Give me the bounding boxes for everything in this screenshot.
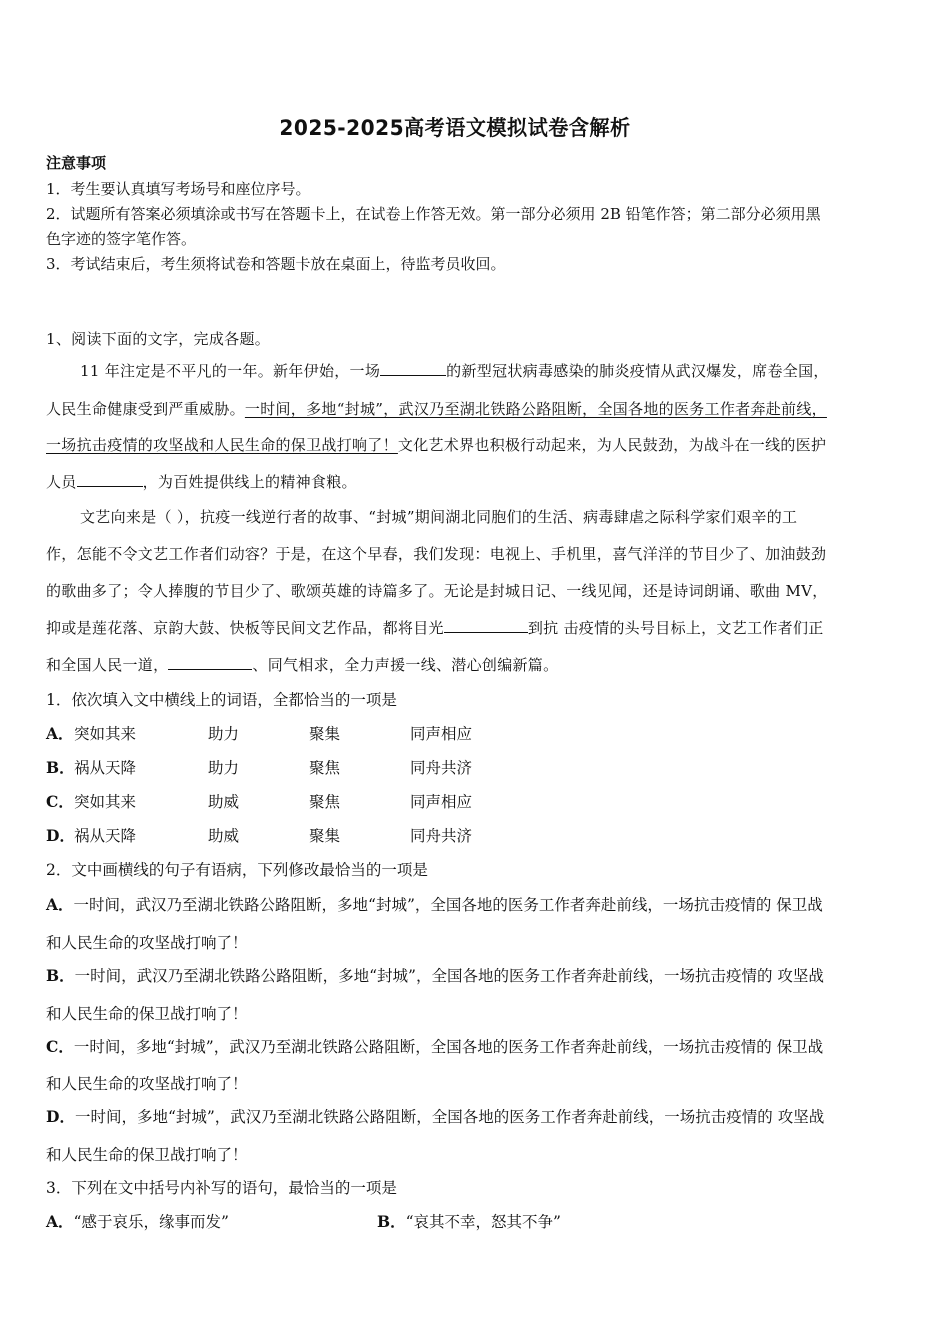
fill-blank[interactable]	[77, 472, 143, 487]
option-word: 突如其来	[74, 725, 137, 743]
option-label: D．	[46, 826, 75, 845]
option-line[interactable]	[46, 893, 823, 915]
option-label: C．	[46, 1037, 74, 1056]
option-word: 同舟共济	[410, 759, 473, 777]
option-label: D．	[46, 1107, 75, 1126]
question-stem: 2．文中画横线的句子有语病，下列修改最恰当的一项是	[46, 861, 428, 879]
underlined-sentence: 一时间，多地“封城”，武汉乃至湖北铁路公路阻断，全国各地的医务工作者奔赴前线，	[244, 400, 827, 418]
option-label: B．	[46, 758, 75, 777]
passage-line	[46, 471, 357, 492]
page-title: 2025-2025高考语文模拟试卷含解析	[279, 116, 631, 140]
option-line[interactable]	[377, 1210, 561, 1232]
passage-line	[46, 617, 824, 638]
fill-blank[interactable]	[168, 655, 252, 670]
question-stem: 3．下列在文中括号内补写的语句，最恰当的一项是	[46, 1179, 397, 1197]
passage-text: 11 年注定是不平凡的一年。新年伊始，一场	[80, 362, 381, 380]
option-row[interactable]	[46, 824, 646, 846]
option-line-cont: 和人民生命的保卫战打响了！	[46, 1146, 248, 1164]
option-label: B．	[46, 966, 75, 985]
option-word: 助力	[208, 725, 240, 743]
option-line[interactable]	[46, 1105, 824, 1127]
option-word: 同舟共济	[410, 827, 473, 845]
notice-item: 3．考试结束后，考生须将试卷和答题卡放在桌面上，待监考员收回。	[46, 255, 506, 273]
fill-blank[interactable]	[444, 618, 528, 633]
option-word: 同声相应	[410, 793, 473, 811]
fill-blank[interactable]	[380, 361, 446, 376]
option-row[interactable]	[46, 790, 646, 812]
option-row[interactable]	[46, 722, 646, 744]
option-word: 聚焦	[309, 759, 341, 777]
option-line-cont: 和人民生命的保卫战打响了！	[46, 1005, 248, 1023]
notice-item: 色字迹的签字笔作答。	[46, 230, 197, 248]
option-word: 助威	[208, 827, 240, 845]
option-label: A．	[46, 1212, 74, 1231]
option-text: 一时间，多地“封城”，武汉乃至湖北铁路公路阻断，全国各地的医务工作者奔赴前线，一场抗击疫情的 攻坚战	[74, 1108, 825, 1126]
passage-text: 抑或是莲花落、京韵大鼓、快板等民间文艺作品，都将目光	[46, 619, 444, 637]
underlined-sentence: 一场抗击疫情的攻坚战和人民生命的保卫战打响了！	[46, 436, 398, 454]
option-text: “哀其不幸，怒其不争”	[405, 1213, 561, 1231]
option-word: 突如其来	[74, 793, 137, 811]
option-line[interactable]	[46, 1035, 823, 1057]
passage-line	[46, 434, 826, 455]
option-word: 助威	[208, 793, 240, 811]
notice-item: 1．考生要认真填写考场号和座位序号。	[46, 180, 311, 198]
question-intro: 1、阅读下面的文字，完成各题。	[46, 330, 271, 348]
option-label: A．	[46, 724, 74, 743]
passage-text: 文化艺术界也积极行动起来，为人民鼓劲，为战斗在一线的医护	[397, 436, 827, 454]
option-label: B．	[377, 1212, 406, 1231]
passage-text: 人员	[46, 473, 77, 491]
passage-line	[46, 654, 558, 675]
option-label: C．	[46, 792, 74, 811]
passage-text: 的新型冠状病毒感染的肺炎疫情从武汉爆发，席卷全国，	[446, 362, 829, 380]
passage-line	[80, 360, 829, 381]
option-line-cont: 和人民生命的攻坚战打响了！	[46, 1075, 248, 1093]
option-line[interactable]	[46, 1210, 229, 1232]
option-word: 同声相应	[410, 725, 473, 743]
option-line[interactable]	[46, 964, 824, 986]
option-row[interactable]	[46, 756, 646, 778]
question-stem: 1．依次填入文中横线上的词语，全都恰当的一项是	[46, 691, 397, 709]
option-label: A．	[46, 895, 74, 914]
passage-text: 到抗 击疫情的头号目标上，文艺工作者们正	[527, 619, 824, 637]
option-line-cont: 和人民生命的攻坚战打响了！	[46, 934, 248, 952]
option-word: 聚焦	[309, 793, 341, 811]
option-word: 祸从天降	[74, 759, 137, 777]
passage-text: 人民生命健康受到严重威胁。	[46, 400, 245, 418]
option-word: 祸从天降	[74, 827, 137, 845]
notice-heading: 注意事项	[46, 154, 107, 172]
passage-line	[46, 398, 827, 419]
passage-text: 和全国人民一道，	[46, 656, 169, 674]
passage-line: 的歌曲多了；令人捧腹的节目少了、歌颂英雄的诗篇多了。无论是封城日记、一线见闻，还是诗词朗诵、歌曲 MV，	[46, 582, 828, 600]
option-word: 聚集	[309, 827, 341, 845]
passage-line: 文艺向来是（ ），抗疫一线逆行者的故事、“封城”期间湖北同胞们的生活、病毒肆虐之际科学家们艰辛的工	[80, 508, 798, 526]
option-text: 一时间，多地“封城”，武汉乃至湖北铁路公路阻断，全国各地的医务工作者奔赴前线，一场抗击疫情的 保卫战	[73, 1038, 824, 1056]
passage-text: 、同气相求，全力声援一线、潜心创编新篇。	[252, 656, 559, 674]
option-text: 一时间，武汉乃至湖北铁路公路阻断，多地“封城”，全国各地的医务工作者奔赴前线，一场抗击疫情的 攻坚战	[74, 967, 824, 985]
option-text: “感于哀乐，缘事而发”	[73, 1213, 229, 1231]
notice-item: 2．试题所有答案必须填涂或书写在答题卡上，在试卷上作答无效。第一部分必须用 2B 铅笔作答；第二部分必须用黑	[46, 205, 821, 223]
option-word: 助力	[208, 759, 240, 777]
option-word: 聚集	[309, 725, 341, 743]
option-text: 一时间，武汉乃至湖北铁路公路阻断，多地“封城”，全国各地的医务工作者奔赴前线，一场抗击疫情的 保卫战	[73, 896, 823, 914]
passage-text: ，为百姓提供线上的精神食粮。	[142, 473, 357, 491]
passage-line: 作，怎能不令文艺工作者们动容？于是，在这个早春，我们发现：电视上、手机里，喜气洋洋的节目少了、加油鼓劲	[46, 545, 827, 563]
